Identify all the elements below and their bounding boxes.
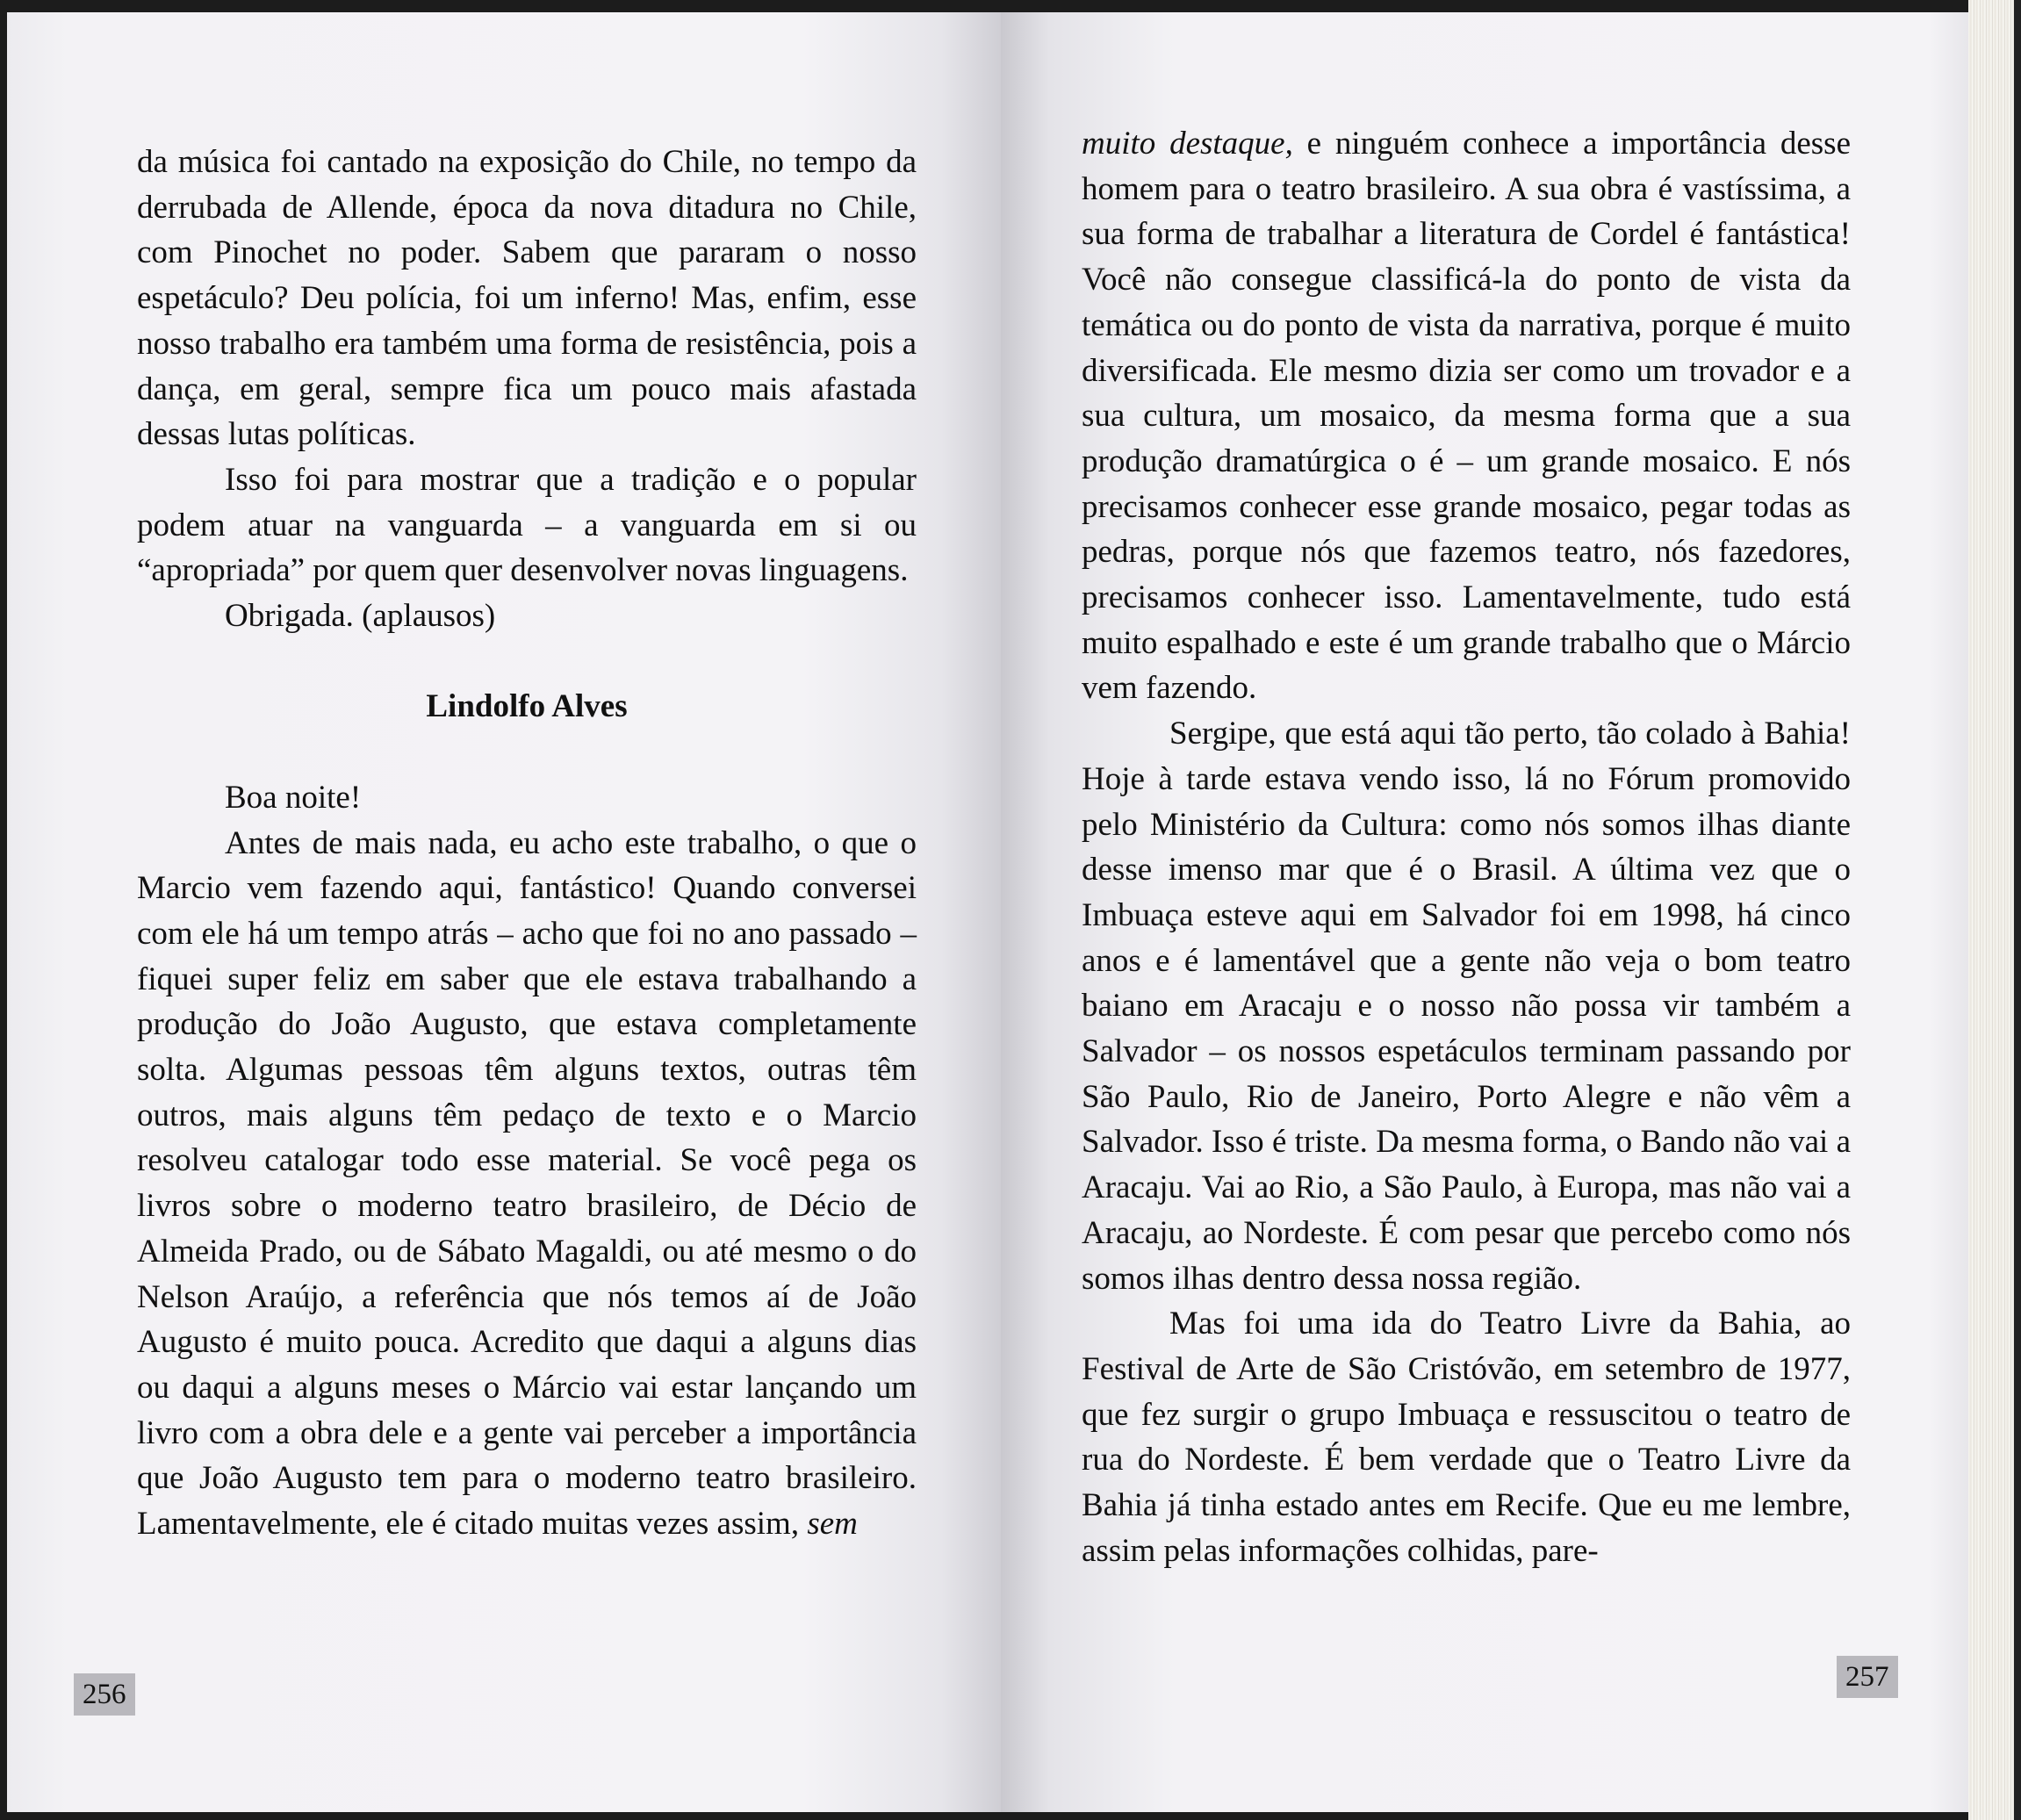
paragraph: da música foi cantado na exposição do Chile, no tempo da derrubada de Allende, época da nova ditadura no Chile, com Pinochet no poder. Sabem que pararam o nosso espetáculo? Deu polícia, foi um inferno! Mas, enfim, esse nosso trabalho era também uma forma de resistência, pois a dança, em geral, sempre fica um pouco mais afastada dessas lutas políticas. [137, 144, 917, 453]
page-number: 257 [1837, 1656, 1898, 1698]
right-page [1001, 12, 1968, 1812]
paragraph [137, 821, 917, 1547]
paragraph-text: e ninguém conhece a importância desse homem para o teatro brasileiro. A sua obra é vastíssima, a sua forma de trabalhar a literatura de Cordel é fantástica! Você não consegue classificá-la do ponto de vista da temática ou do ponto de vista da narrativa, porque é muito diversificada. Ele mesmo dizia ser como um trovador e a sua cultura, um mosaico, da mesma forma que a sua produção dramatúrgica o é – um grande mosaico. E nós precisamos conhecer esse grande mosaico, pegar todas as pedras, porque nós que fazemos teatro, nós fazedores, precisamos conhecer isso. Lamentavelmente, tudo está muito espalhado e este é um grande trabalho que o Márcio vem fazendo. [1082, 126, 1851, 707]
spacer [137, 730, 917, 775]
book-cover-edge [2014, 0, 2021, 1820]
left-page [7, 12, 1001, 1812]
paragraph: Sergipe, que está aqui tão perto, tão colado à Bahia! Hoje à tarde estava vendo isso, lá no Fórum promovido pelo Ministério da Cultura: como nós somos ilhas diante desse imenso mar que é o Brasil. A última vez que o Imbuaça esteve aqui em Salvador foi em 1998, há cinco anos e é lamentável que a gente não veja o bom teatro baiano em Aracaju e o nosso não possa vir também a Salvador – os nossos espetáculos terminam passando por São Paulo, Rio de Janeiro, Porto Alegre e não vêm a Salvador. Isso é triste. Da mesma forma, o Bando não vai a Aracaju. Vai ao Rio, a São Paulo, à Europa, mas não vai a Aracaju, ao Nordeste. É com pesar que percebo como nós somos ilhas dentro dessa nossa região. [1082, 716, 1851, 1297]
paragraph: Mas foi uma ida do Teatro Livre da Bahia, ao Festival de Arte de São Cristóvão, em setembro de 1977, que fez surgir o grupo Imbuaça e ressuscitou o teatro de rua do Nordeste. É bem verdade que o Teatro Livre da Bahia já tinha estado antes em Recife. Que eu me lembre, assim pelas informações colhidas, pare- [1082, 1306, 1851, 1569]
paragraph-text: Antes de mais nada, eu acho este trabalho, o que o Marcio vem fazendo aqui, fantástico! Quando conversei com ele há um tempo atrás – acho que foi no ano passado – fiquei super feliz em saber que ele estava trabalhando a produção do João Augusto, que estava completamente solta. Algumas pessoas têm alguns textos, outras têm outros, mais alguns têm pedaço de texto e o Marcio resolveu catalogar todo esse material. Se você pega os livros sobre o moderno teatro brasileiro, de Décio de Almeida Prado, ou de Sábato Magaldi, ou até mesmo o do Nelson Araújo, a referência que nós temos aí de João Augusto é muito pouca. Acredito que daqui a alguns dias ou daqui a alguns meses o Márcio vai estar lançando um livro com a obra dele e a gente vai perceber a importância que João Augusto tem para o moderno teatro brasileiro. Lamentavelmente, ele é citado muitas vezes assim, [137, 824, 917, 1543]
paragraph: Isso foi para mostrar que a tradição e o popular podem atuar na vanguarda – a vanguarda em si ou “apropriada” por quem quer desenvolver novas linguagens. [137, 461, 917, 589]
paragraph [1082, 121, 1851, 711]
paragraph: Obrigada. (aplausos) [225, 598, 496, 635]
speaker-heading: Lindolfo Alves [426, 688, 628, 725]
paragraph: Boa noite! [225, 779, 362, 816]
page-number: 256 [74, 1673, 135, 1716]
left-page-text [137, 140, 917, 1547]
right-page-text [1082, 121, 1851, 1574]
italic-text: muito destaque, [1082, 126, 1293, 162]
page-edges [1968, 0, 2014, 1820]
italic-text: sem [807, 1506, 858, 1543]
spacer [137, 639, 917, 685]
